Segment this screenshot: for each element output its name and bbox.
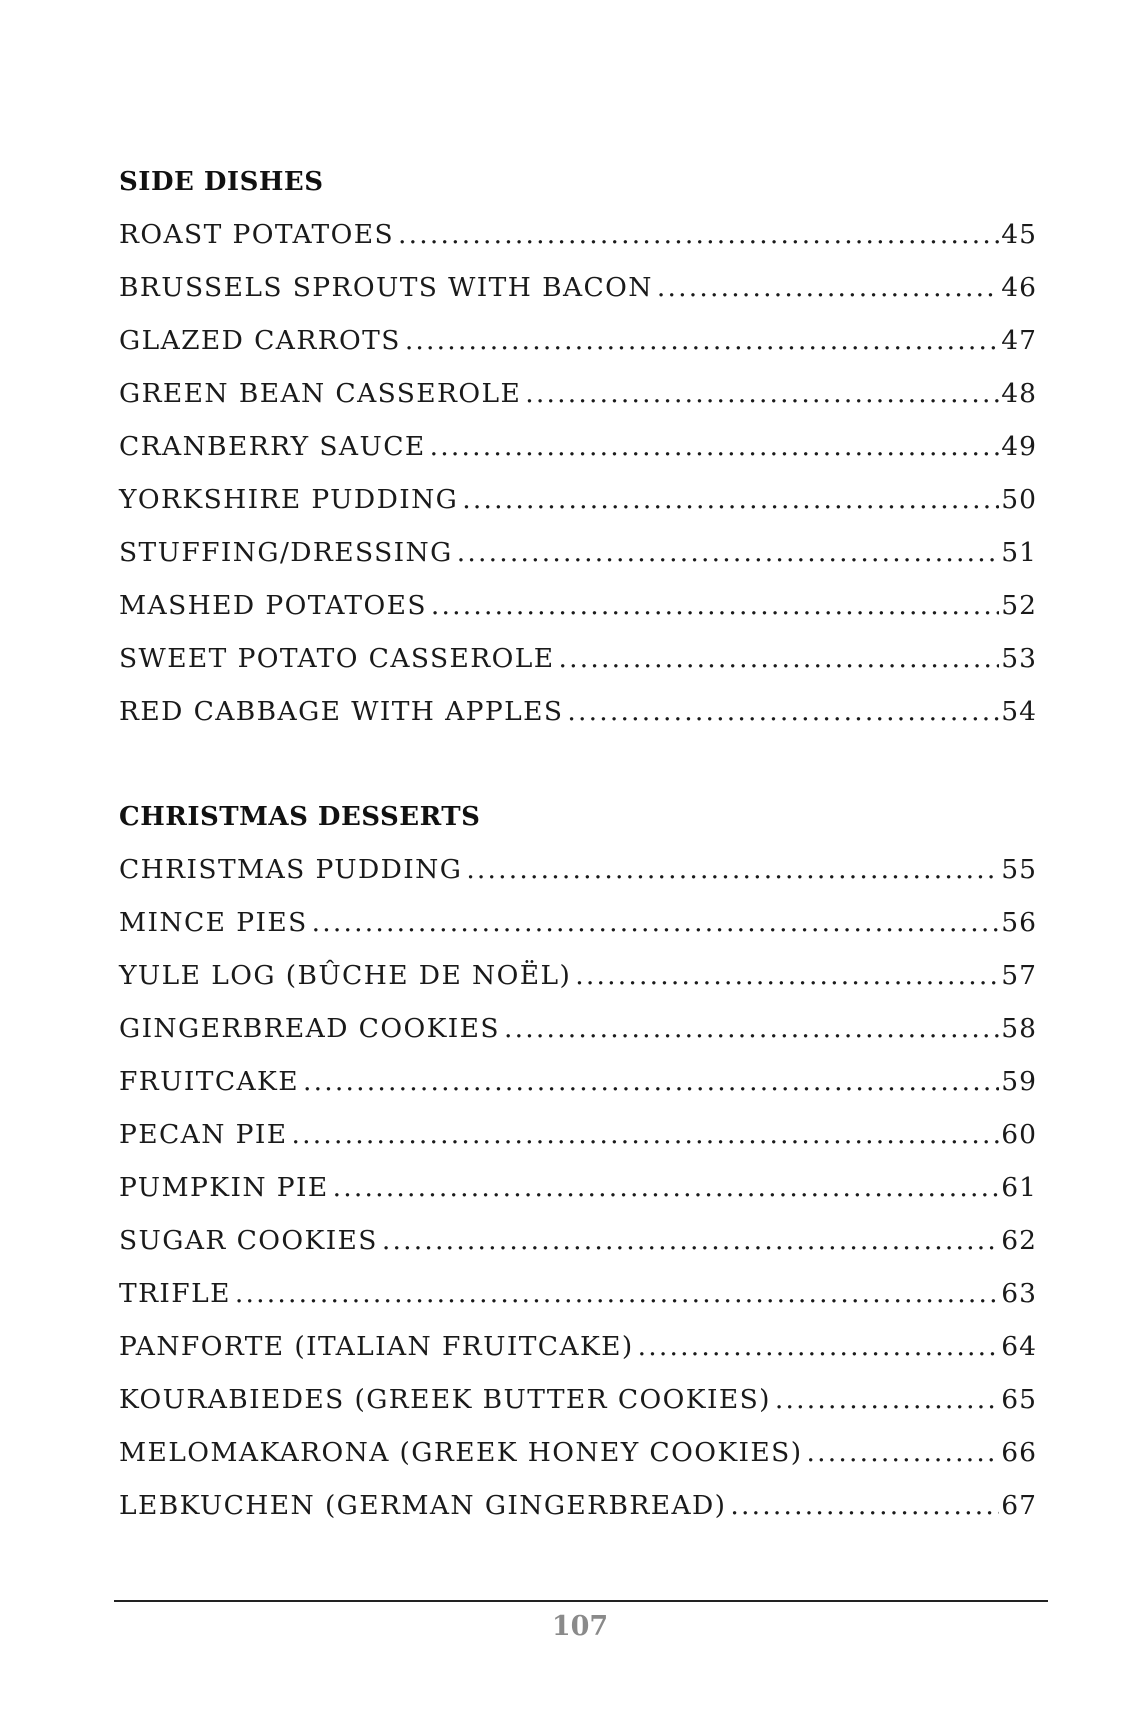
- dot-leader: [457, 536, 1000, 570]
- toc-entry-title: GLAZED CARROTS: [119, 325, 401, 356]
- dot-leader: [775, 1383, 999, 1417]
- toc-entry-page: 48: [1001, 378, 1037, 409]
- toc-entry[interactable]: [119, 906, 1037, 959]
- christmas-desserts-list: [119, 853, 1037, 1542]
- toc-entry[interactable]: [119, 324, 1037, 377]
- dot-leader: [430, 430, 1000, 464]
- toc-entry-title: LEBKUCHEN (GERMAN GINGERBREAD): [119, 1490, 727, 1521]
- toc-entry[interactable]: [119, 430, 1037, 483]
- toc-entry-page: 52: [1001, 590, 1037, 621]
- dot-leader: [657, 271, 999, 305]
- toc-entry-title: RED CABBAGE WITH APPLES: [119, 696, 564, 727]
- toc-entry-page: 60: [1001, 1119, 1037, 1150]
- side-dishes-heading: SIDE DISHES: [119, 167, 324, 197]
- toc-entry-page: 49: [1001, 431, 1037, 462]
- toc-entry-title: MINCE PIES: [119, 907, 308, 938]
- dot-leader: [462, 483, 999, 517]
- toc-entry[interactable]: [119, 1489, 1037, 1542]
- toc-entry[interactable]: [119, 377, 1037, 430]
- toc-entry[interactable]: [119, 1436, 1037, 1489]
- side-dishes-list: [119, 218, 1037, 748]
- toc-entry-title: GINGERBREAD COOKIES: [119, 1013, 500, 1044]
- toc-entry[interactable]: [119, 483, 1037, 536]
- toc-entry[interactable]: [119, 1118, 1037, 1171]
- dot-leader: [504, 1012, 999, 1046]
- toc-entry-page: 64: [1001, 1331, 1037, 1362]
- toc-entry-title: YULE LOG (BÛCHE DE NOËL): [119, 960, 572, 991]
- toc-entry-title: MELOMAKARONA (GREEK HONEY COOKIES): [119, 1437, 803, 1468]
- toc-entry[interactable]: [119, 959, 1037, 1012]
- toc-entry-page: 67: [1001, 1490, 1037, 1521]
- toc-entry[interactable]: [119, 1171, 1037, 1224]
- toc-entry-page: 61: [1001, 1172, 1037, 1203]
- toc-entry-title: TRIFLE: [119, 1278, 231, 1309]
- christmas-desserts-section: [119, 800, 1037, 1542]
- toc-entry-title: PECAN PIE: [119, 1119, 288, 1150]
- toc-entry[interactable]: [119, 1383, 1037, 1436]
- toc-entry[interactable]: [119, 218, 1037, 271]
- toc-entry-title: STUFFING/DRESSING: [119, 537, 453, 568]
- dot-leader: [382, 1224, 999, 1258]
- toc-entry-title: PUMPKIN PIE: [119, 1172, 329, 1203]
- toc-entry-page: 59: [1001, 1066, 1037, 1097]
- toc-entry-page: 65: [1001, 1384, 1037, 1415]
- dot-leader: [730, 1489, 999, 1523]
- toc-entry-page: 56: [1001, 907, 1037, 938]
- toc-entry[interactable]: [119, 1065, 1037, 1118]
- dot-leader: [575, 959, 999, 993]
- dot-leader: [398, 218, 999, 252]
- toc-entry[interactable]: [119, 1012, 1037, 1065]
- dot-leader: [525, 377, 999, 411]
- toc-entry[interactable]: [119, 536, 1037, 589]
- dot-leader: [333, 1171, 1000, 1205]
- toc-entry-title: GREEN BEAN CASSEROLE: [119, 378, 522, 409]
- dot-leader: [638, 1330, 1000, 1364]
- christmas-desserts-heading: CHRISTMAS DESSERTS: [119, 802, 481, 832]
- toc-entry[interactable]: [119, 1330, 1037, 1383]
- toc-entry-title: PANFORTE (ITALIAN FRUITCAKE): [119, 1331, 634, 1362]
- toc-entry-title: MASHED POTATOES: [119, 590, 427, 621]
- toc-entry-page: 51: [1001, 537, 1037, 568]
- toc-entry[interactable]: [119, 853, 1037, 906]
- toc-entry-page: 58: [1001, 1013, 1037, 1044]
- dot-leader: [303, 1065, 999, 1099]
- toc-entry[interactable]: [119, 1277, 1037, 1330]
- toc-entry-title: YORKSHIRE PUDDING: [119, 484, 459, 515]
- dot-leader: [312, 906, 1000, 940]
- toc-entry-title: CHRISTMAS PUDDING: [119, 854, 463, 885]
- toc-entry-title: BRUSSELS SPROUTS WITH BACON: [119, 272, 653, 303]
- toc-entry-title: SUGAR COOKIES: [119, 1225, 378, 1256]
- dot-leader: [806, 1436, 999, 1470]
- toc-entry[interactable]: [119, 589, 1037, 642]
- toc-entry-page: 66: [1001, 1437, 1037, 1468]
- toc-entry[interactable]: [119, 271, 1037, 324]
- toc-entry-page: 54: [1001, 696, 1037, 727]
- toc-entry-page: 53: [1001, 643, 1037, 674]
- dot-leader: [235, 1277, 999, 1311]
- dot-leader: [567, 695, 999, 729]
- dot-leader: [405, 324, 999, 358]
- dot-leader: [431, 589, 999, 623]
- dot-leader: [466, 853, 999, 887]
- toc-entry[interactable]: [119, 642, 1037, 695]
- toc-entry[interactable]: [119, 695, 1037, 748]
- toc-entry-page: 46: [1001, 272, 1037, 303]
- side-dishes-section: [119, 165, 1037, 748]
- toc-entry-page: 63: [1001, 1278, 1037, 1309]
- toc-entry-page: 62: [1001, 1225, 1037, 1256]
- toc-entry-page: 55: [1001, 854, 1037, 885]
- toc-entry-title: CRANBERRY SAUCE: [119, 431, 426, 462]
- toc-entry[interactable]: [119, 1224, 1037, 1277]
- toc-entry-page: 50: [1001, 484, 1037, 515]
- toc-entry-page: 57: [1001, 960, 1037, 991]
- footer-divider: [114, 1600, 1048, 1602]
- toc-entry-title: ROAST POTATOES: [119, 219, 395, 250]
- dot-leader: [291, 1118, 999, 1152]
- page-number: 107: [551, 1611, 609, 1642]
- toc-entry-title: KOURABIEDES (GREEK BUTTER COOKIES): [119, 1384, 771, 1415]
- toc-entry-page: 45: [1001, 219, 1037, 250]
- toc-entry-page: 47: [1001, 325, 1037, 356]
- toc-entry-title: FRUITCAKE: [119, 1066, 299, 1097]
- toc-entry-title: SWEET POTATO CASSEROLE: [119, 643, 555, 674]
- dot-leader: [559, 642, 1000, 676]
